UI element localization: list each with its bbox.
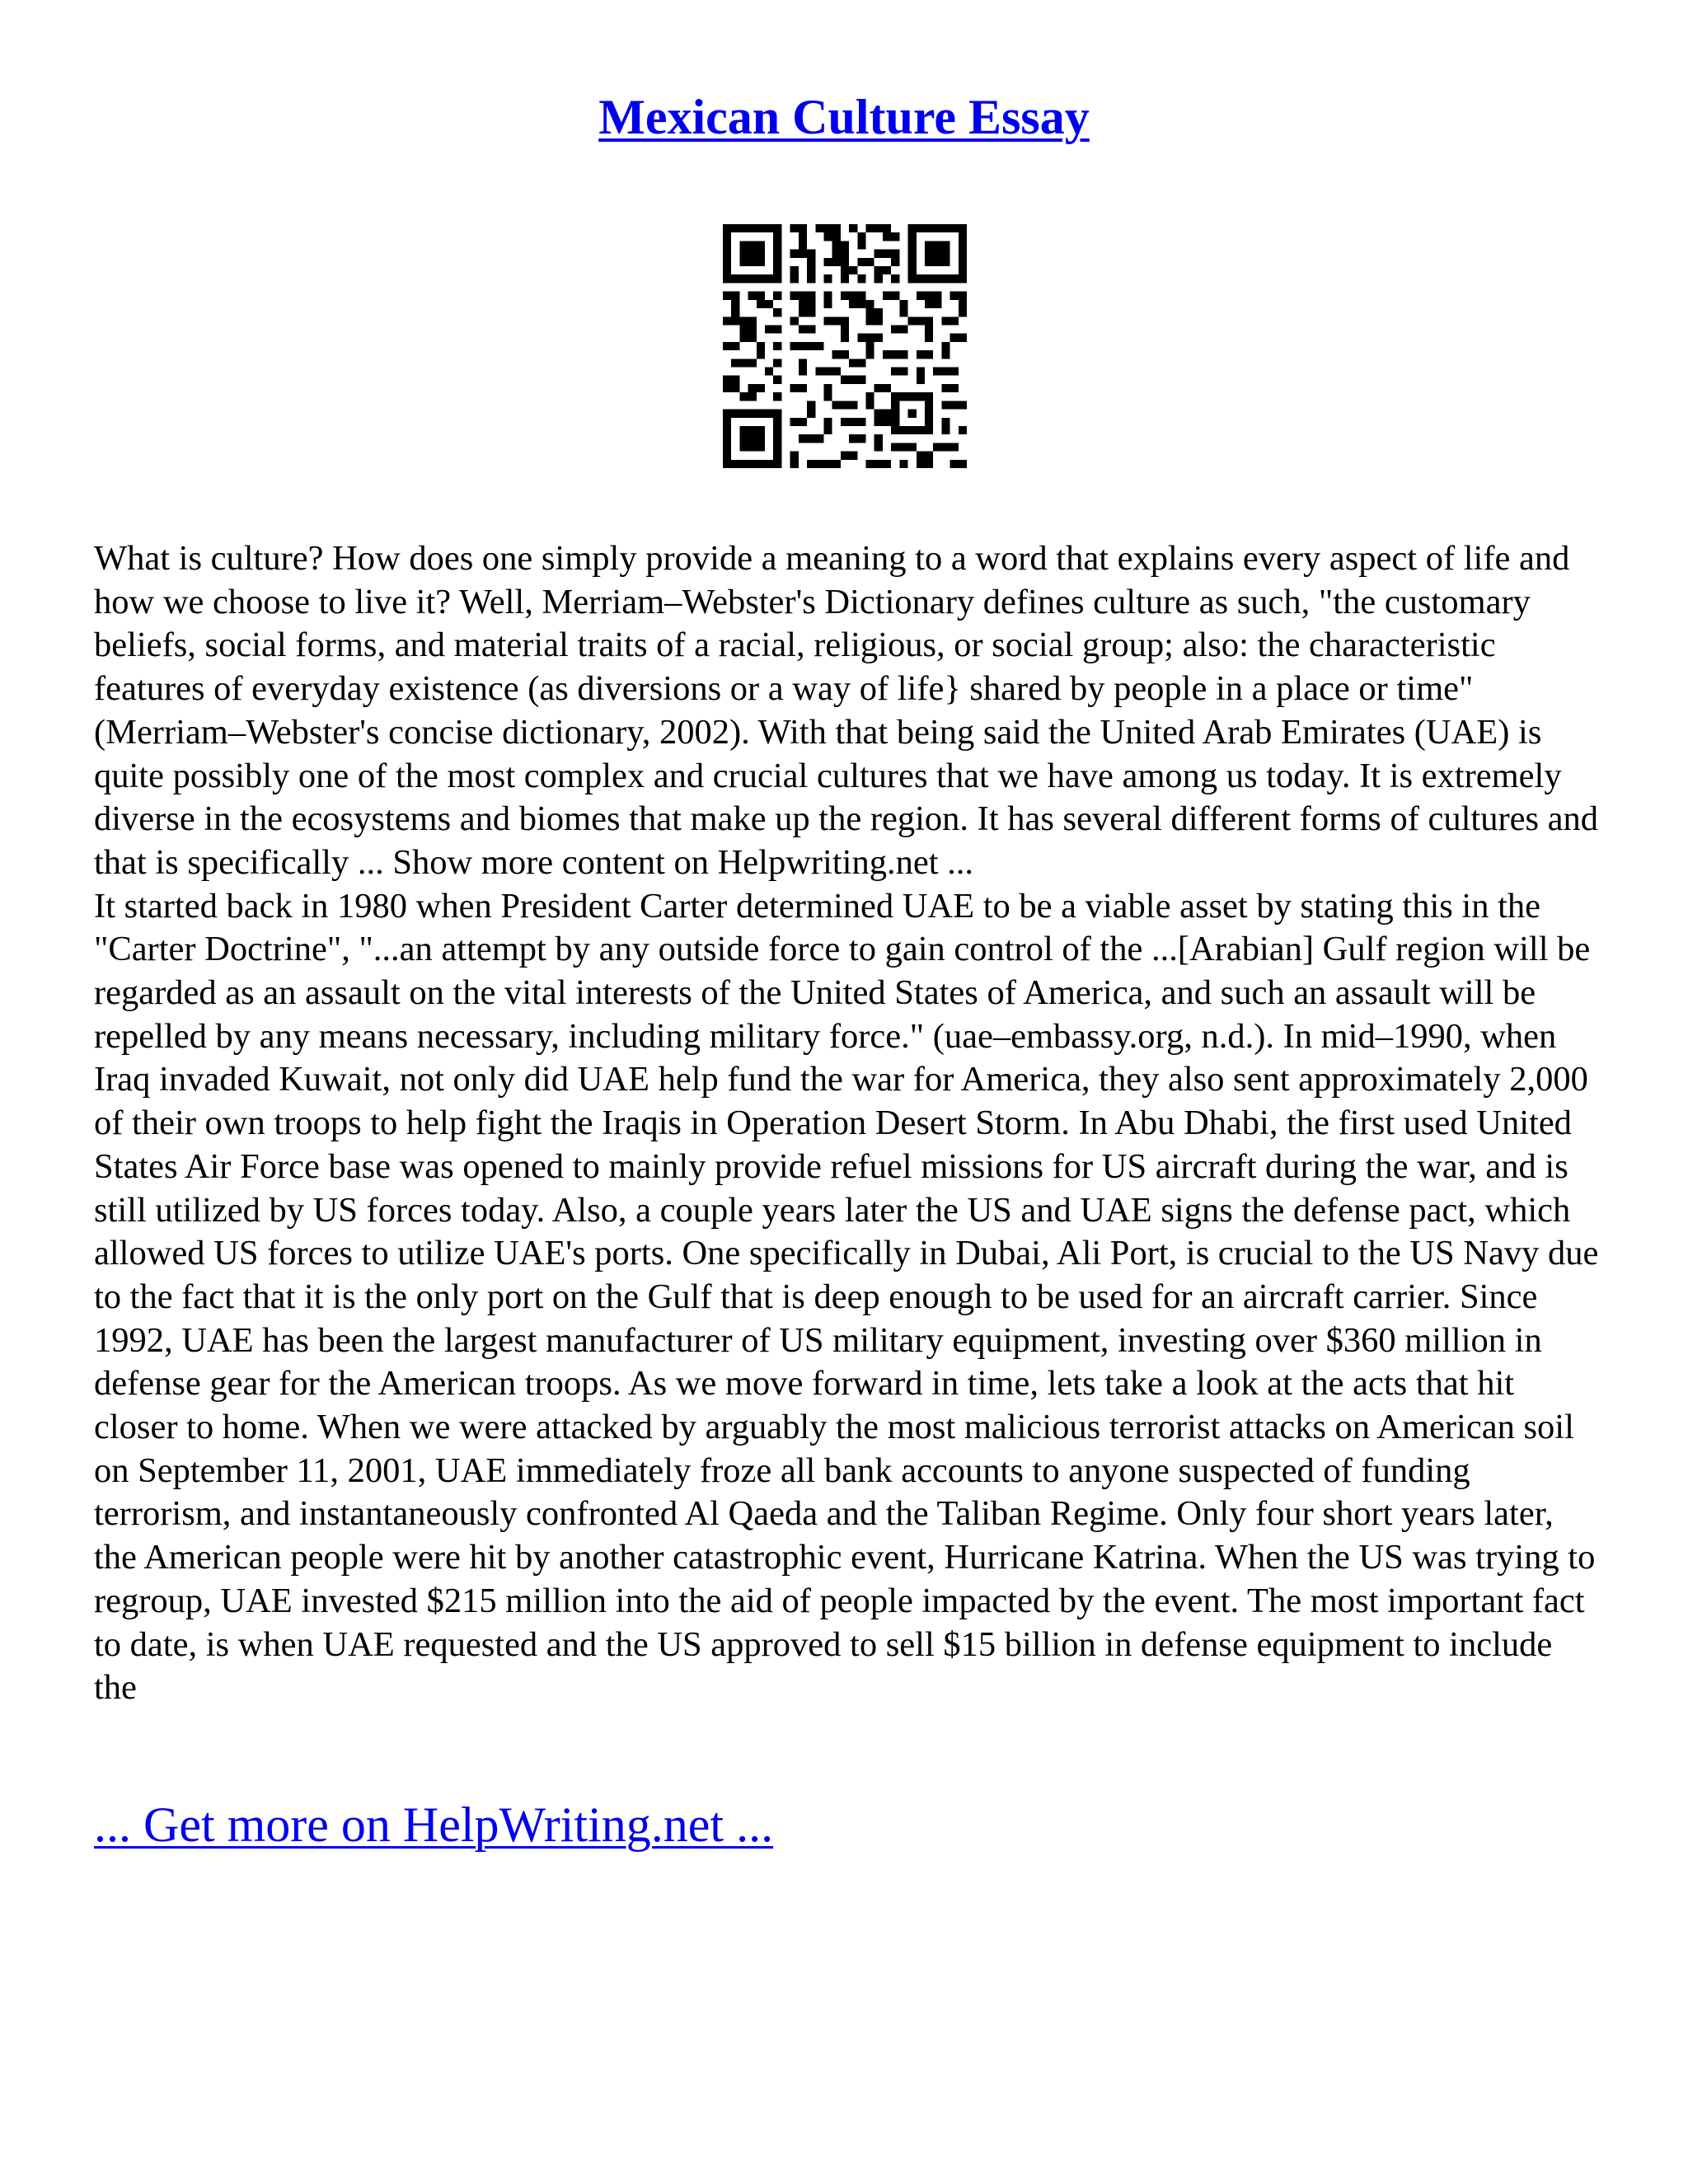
title-container — [0, 89, 1688, 146]
essay-paragraph-intro: What is culture? How does one simply provide a meaning to a word that explains every aspect of life and how we choose to live it? Well, Merriam–Webster's Dictionary defines culture as such, "the customary beliefs, social forms, and material traits of a racial, religious, or social group; also: the characteristic features of everyday existence (as diversions or a way of life} shared by people in a place or time" (Merriam–Webster's concise dictionary, 2002). With that being said the United Arab Emirates (UAE) is quite possibly one of the most complex and crucial cultures that we have among us today. It is extremely diverse in the ecosystems and biomes that make up the region. It has several different forms of cultures and that is specifically ... Show more content on Helpwriting.net ... — [94, 539, 1598, 882]
qr-code-image — [723, 224, 967, 468]
document-title-link[interactable]: Mexican Culture Essay — [598, 90, 1090, 144]
essay-paragraph-main: It started back in 1980 when President Carter determined UAE to be a viable asset by stating this in the "Carter Doctrine", "...an attempt by any outside force to gain control of the ...[Arabian] Gulf region will be regarded as an assault on the vital interests of the United States of America, and such an assault will be repelled by any means necessary, including military force." (uae–embassy.org, n.d.). In mid–1990, when Iraq invaded Kuwait, not only did UAE help fund the war for America, they also sent approximately 2,000 of their own troops to help fight the Iraqis in Operation Desert Storm. In Abu Dhabi, the first used United States Air Force base was opened to mainly provide refuel missions for US aircraft during the war, and is still utilized by US forces today. Also, a couple years later the US and UAE signs the defense pact, which allowed US forces to utilize UAE's ports. One specifically in Dubai, Ali Port, is crucial to the US Navy due to the fact that it is the only port on the Gulf that is deep enough to be used for an aircraft carrier. Since 1992, UAE has been the largest manufacturer of US military equipment, investing over $360 million in defense gear for the American troops. As we move forward in time, lets take a look at the acts that hit closer to home. When we were attacked by arguably the most malicious terrorist attacks on American soil on September 11, 2001, UAE immediately froze all bank accounts to anyone suspected of funding terrorism, and instantaneously confronted Al Qaeda and the Taliban Regime. Only four short years later, the American people were hit by another catastrophic event, Hurricane Katrina. When the US was trying to regroup, UAE invested $215 million into the aid of people impacted by the event. The most important fact to date, is when UAE requested and the US approved to sell $15 billion in defense equipment to include the — [94, 886, 1599, 1708]
essay-body — [94, 537, 1602, 1710]
get-more-link[interactable]: ... Get more on HelpWriting.net ... — [94, 1797, 774, 1852]
